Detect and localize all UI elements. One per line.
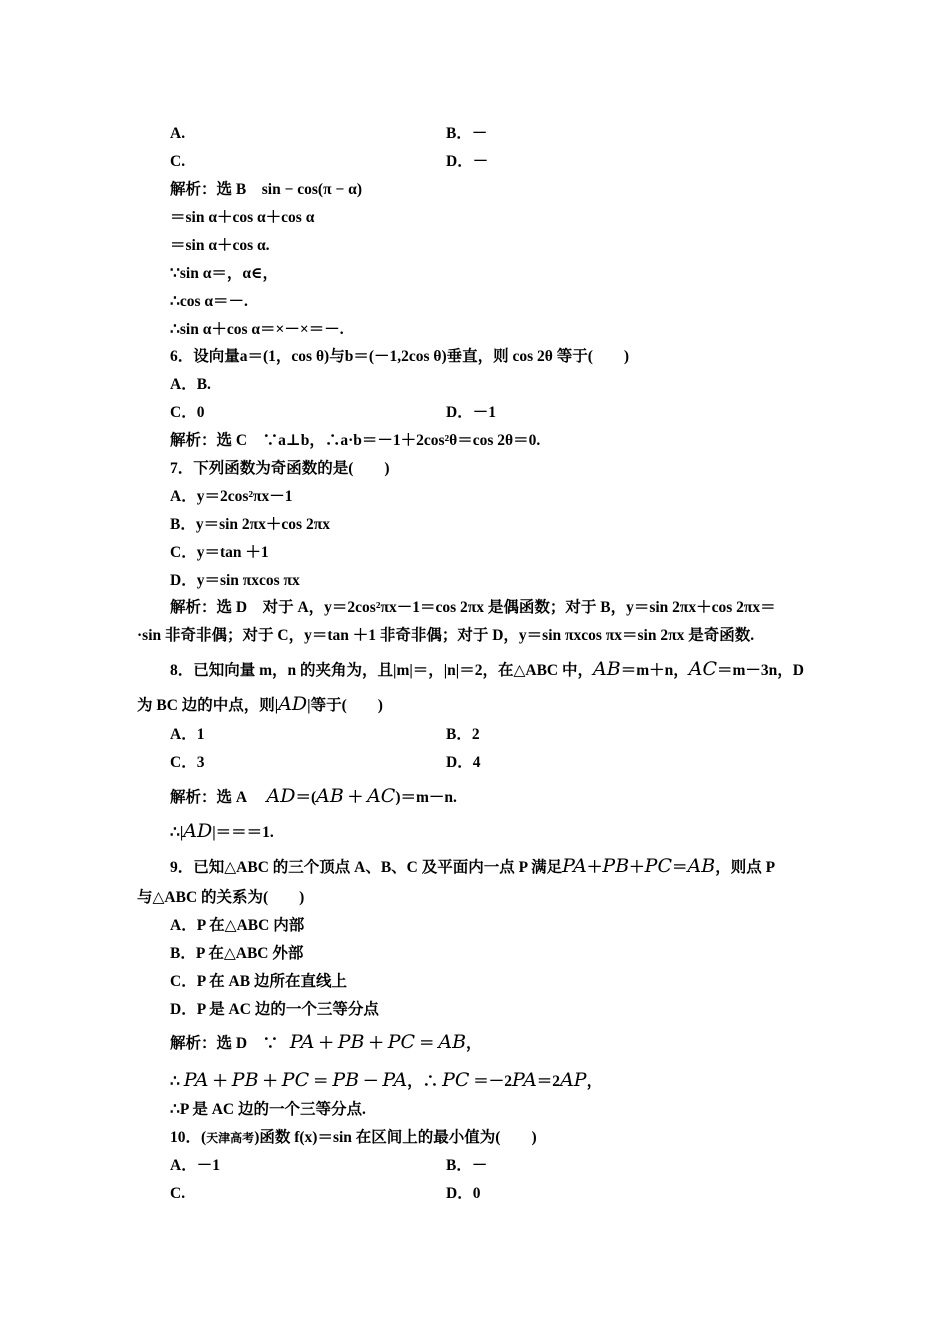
plus-sign: ＋ — [586, 859, 603, 876]
q5-option-b: B．－ — [446, 125, 488, 142]
q7-option-c: C．y＝tan ＋1 — [170, 544, 269, 561]
q6-option-c: C．0 — [170, 404, 205, 421]
vector-pc: PC — [644, 855, 672, 877]
vector-pa: PA — [183, 1069, 209, 1091]
q7-option-b: B．y＝sin 2πx＋cos 2πx — [170, 516, 330, 533]
solution-text: )＝m－n. — [395, 789, 457, 806]
equals-sign: ＝ — [672, 859, 688, 876]
q9-option-b: B．P 在△ABC 外部 — [170, 945, 304, 962]
solution-label: 解析： — [170, 1035, 217, 1052]
solution-text: 选 B sin − cos(π − α) — [216, 181, 362, 198]
vector-ac: AC — [688, 658, 717, 680]
equals-sign: ＝ — [313, 1073, 329, 1090]
plus-sign: ＋ — [629, 859, 645, 876]
solution-text: ，∴ — [407, 1073, 439, 1090]
comma: ， — [466, 1035, 482, 1052]
plus-sign: ＋ — [262, 1073, 278, 1090]
vector-ac: AC — [367, 785, 396, 807]
vector-pb: PB — [231, 1069, 259, 1091]
solution-label: 解析： — [170, 789, 217, 806]
q8-option-a: A．1 — [170, 726, 205, 743]
plus-sign: ＋ — [318, 1035, 334, 1052]
q10-option-a: A．－1 — [170, 1157, 220, 1174]
q5-solution-line-4: ∵sin α＝，α∈， — [170, 265, 278, 282]
solution-label: 解析： — [170, 181, 217, 198]
q10-source: 天津高考 — [206, 1131, 255, 1145]
q9-solution-line-3: ∴P 是 AC 边的一个三等分点. — [170, 1101, 366, 1118]
vector-pa: PA — [512, 1069, 537, 1091]
q10-stem-text: 10．( — [170, 1129, 207, 1146]
q9-option-a: A．P 在△ABC 内部 — [170, 917, 305, 934]
q8-option-c: C．3 — [170, 754, 205, 771]
q8-stem-line-2 — [137, 694, 383, 716]
q8-stem-text: 8．已知向量 m，n 的夹角为，且|m|＝，|n|＝2，在△ABC 中， — [170, 662, 593, 679]
solution-text: ＝( — [295, 789, 317, 806]
vector-ab: AB — [687, 855, 716, 877]
solution-text: 选 D ∵ — [216, 1035, 279, 1052]
q9-option-c: C．P 在 AB 边所在直线上 — [170, 973, 347, 990]
q6-solution — [170, 431, 540, 451]
solution-text: 选 C ∵a⊥b，∴a·b＝－1＋2cos²θ＝cos 2θ＝0. — [216, 432, 541, 449]
equals-sign: ＝ — [418, 1035, 435, 1052]
q7-solution-line-2: ·sin 非奇非偶；对于 C，y＝tan ＋1 非奇非偶；对于 D，y＝sin πxcos πx＝sin 2πx 是奇函数. — [137, 627, 755, 644]
solution-label: 解析： — [170, 432, 217, 449]
q7-solution-line-1 — [170, 598, 776, 618]
q5-solution-line-1 — [170, 180, 362, 200]
q10-stem — [170, 1128, 537, 1148]
solution-text: 选 A — [216, 789, 248, 806]
q10-option-b: B．－ — [446, 1157, 488, 1174]
solution-text: ∴ — [170, 1073, 180, 1090]
q7-option-a: A．y＝2cos²πx－1 — [170, 488, 293, 505]
plus-sign: ＋ — [212, 1073, 228, 1090]
solution-label: 解析： — [170, 599, 217, 616]
q10-option-c: C. — [170, 1185, 186, 1202]
q9-stem-line-1 — [170, 856, 775, 878]
vector-pa: PA — [562, 855, 587, 877]
q5-option-d: D．－ — [446, 153, 489, 170]
q5-solution-line-5: ∴cos α＝－. — [170, 293, 248, 310]
vector-pa: PA — [382, 1069, 408, 1091]
vector-pc: PC — [442, 1069, 470, 1091]
q6-option-ab: A．B. — [170, 376, 211, 393]
vector-pb: PB — [337, 1031, 365, 1053]
q9-solution-line-1 — [170, 1032, 482, 1054]
q8-solution-line-1 — [170, 786, 457, 808]
q8-stem-text-c: ＝m－3n，D — [717, 662, 804, 679]
solution-text: ＝－2 — [473, 1073, 513, 1090]
q8-stem-text-2b: |等于( ) — [307, 697, 383, 714]
q7-option-d: D．y＝sin πxcos πx — [170, 572, 300, 589]
vector-ab: AB — [438, 1031, 467, 1053]
solution-text: ＝2 — [536, 1073, 561, 1090]
vector-ab: AB — [316, 785, 344, 807]
q9-solution-line-2: ∴ PA ＋ PB ＋ PC ＝ PB － PA，∴ PC ＝－2PA＝2AP， — [170, 1069, 603, 1091]
vector-ad: AD — [183, 820, 213, 842]
solution-text: ＋ — [347, 789, 364, 806]
solution-text: ∴| — [170, 824, 184, 841]
vector-pc: PC — [281, 1069, 310, 1091]
q8-option-d: D．4 — [446, 754, 481, 771]
solution-text: 选 D 对于 A，y＝2cos²πx－1＝cos 2πx 是偶函数；对于 B，y＝sin 2πx＋cos 2πx＝ — [216, 599, 776, 616]
q5-solution-line-3: ＝sin α＋cos α. — [170, 237, 270, 254]
q8-solution-line-2 — [170, 821, 274, 843]
q5-option-c: C. — [170, 153, 186, 170]
vector-pa: PA — [289, 1031, 315, 1053]
solution-text: |＝＝＝1. — [212, 824, 274, 841]
q6-option-d: D．－1 — [446, 404, 496, 421]
plus-sign: ＋ — [368, 1035, 384, 1052]
q10-stem-text-b: )函数 f(x)＝sin 在区间上的最小值为( ) — [254, 1129, 537, 1146]
q9-stem-text: 9．已知△ABC 的三个顶点 A、B、C 及平面内一点 P 满足 — [170, 859, 563, 876]
q8-option-b: B．2 — [446, 726, 480, 743]
q9-stem-text-b: ，则点 P — [715, 859, 776, 876]
q8-stem-line-1 — [170, 659, 804, 681]
q9-option-d: D．P 是 AC 边的一个三等分点 — [170, 1001, 379, 1018]
q7-stem: 7．下列函数为奇函数的是( ) — [170, 460, 390, 477]
q10-option-d: D．0 — [446, 1185, 481, 1202]
vector-ap: AP — [560, 1069, 587, 1091]
q8-stem-text-2a: 为 BC 边的中点，则| — [137, 697, 279, 714]
q5-solution-line-2: ＝sin α＋cos α＋cos α — [170, 209, 315, 226]
q6-stem: 6．设向量a＝(1，cos θ)与b＝(－1,2cos θ)垂直，则 cos 2θ 等于( ) — [170, 348, 630, 365]
vector-ad: AD — [266, 785, 296, 807]
vector-ab: AB — [593, 658, 621, 680]
vector-pc: PC — [387, 1031, 416, 1053]
q5-option-a: A. — [170, 125, 186, 142]
q9-stem-line-2: 与△ABC 的关系为( ) — [137, 889, 305, 906]
q5-solution-line-6: ∴sin α＋cos α＝×－×＝－. — [170, 321, 344, 338]
vector-ad: AD — [278, 693, 308, 715]
comma: ， — [586, 1073, 603, 1090]
vector-pb: PB — [602, 855, 630, 877]
q8-stem-text-b: ＝m＋n， — [620, 662, 689, 679]
vector-pb: PB — [332, 1069, 360, 1091]
